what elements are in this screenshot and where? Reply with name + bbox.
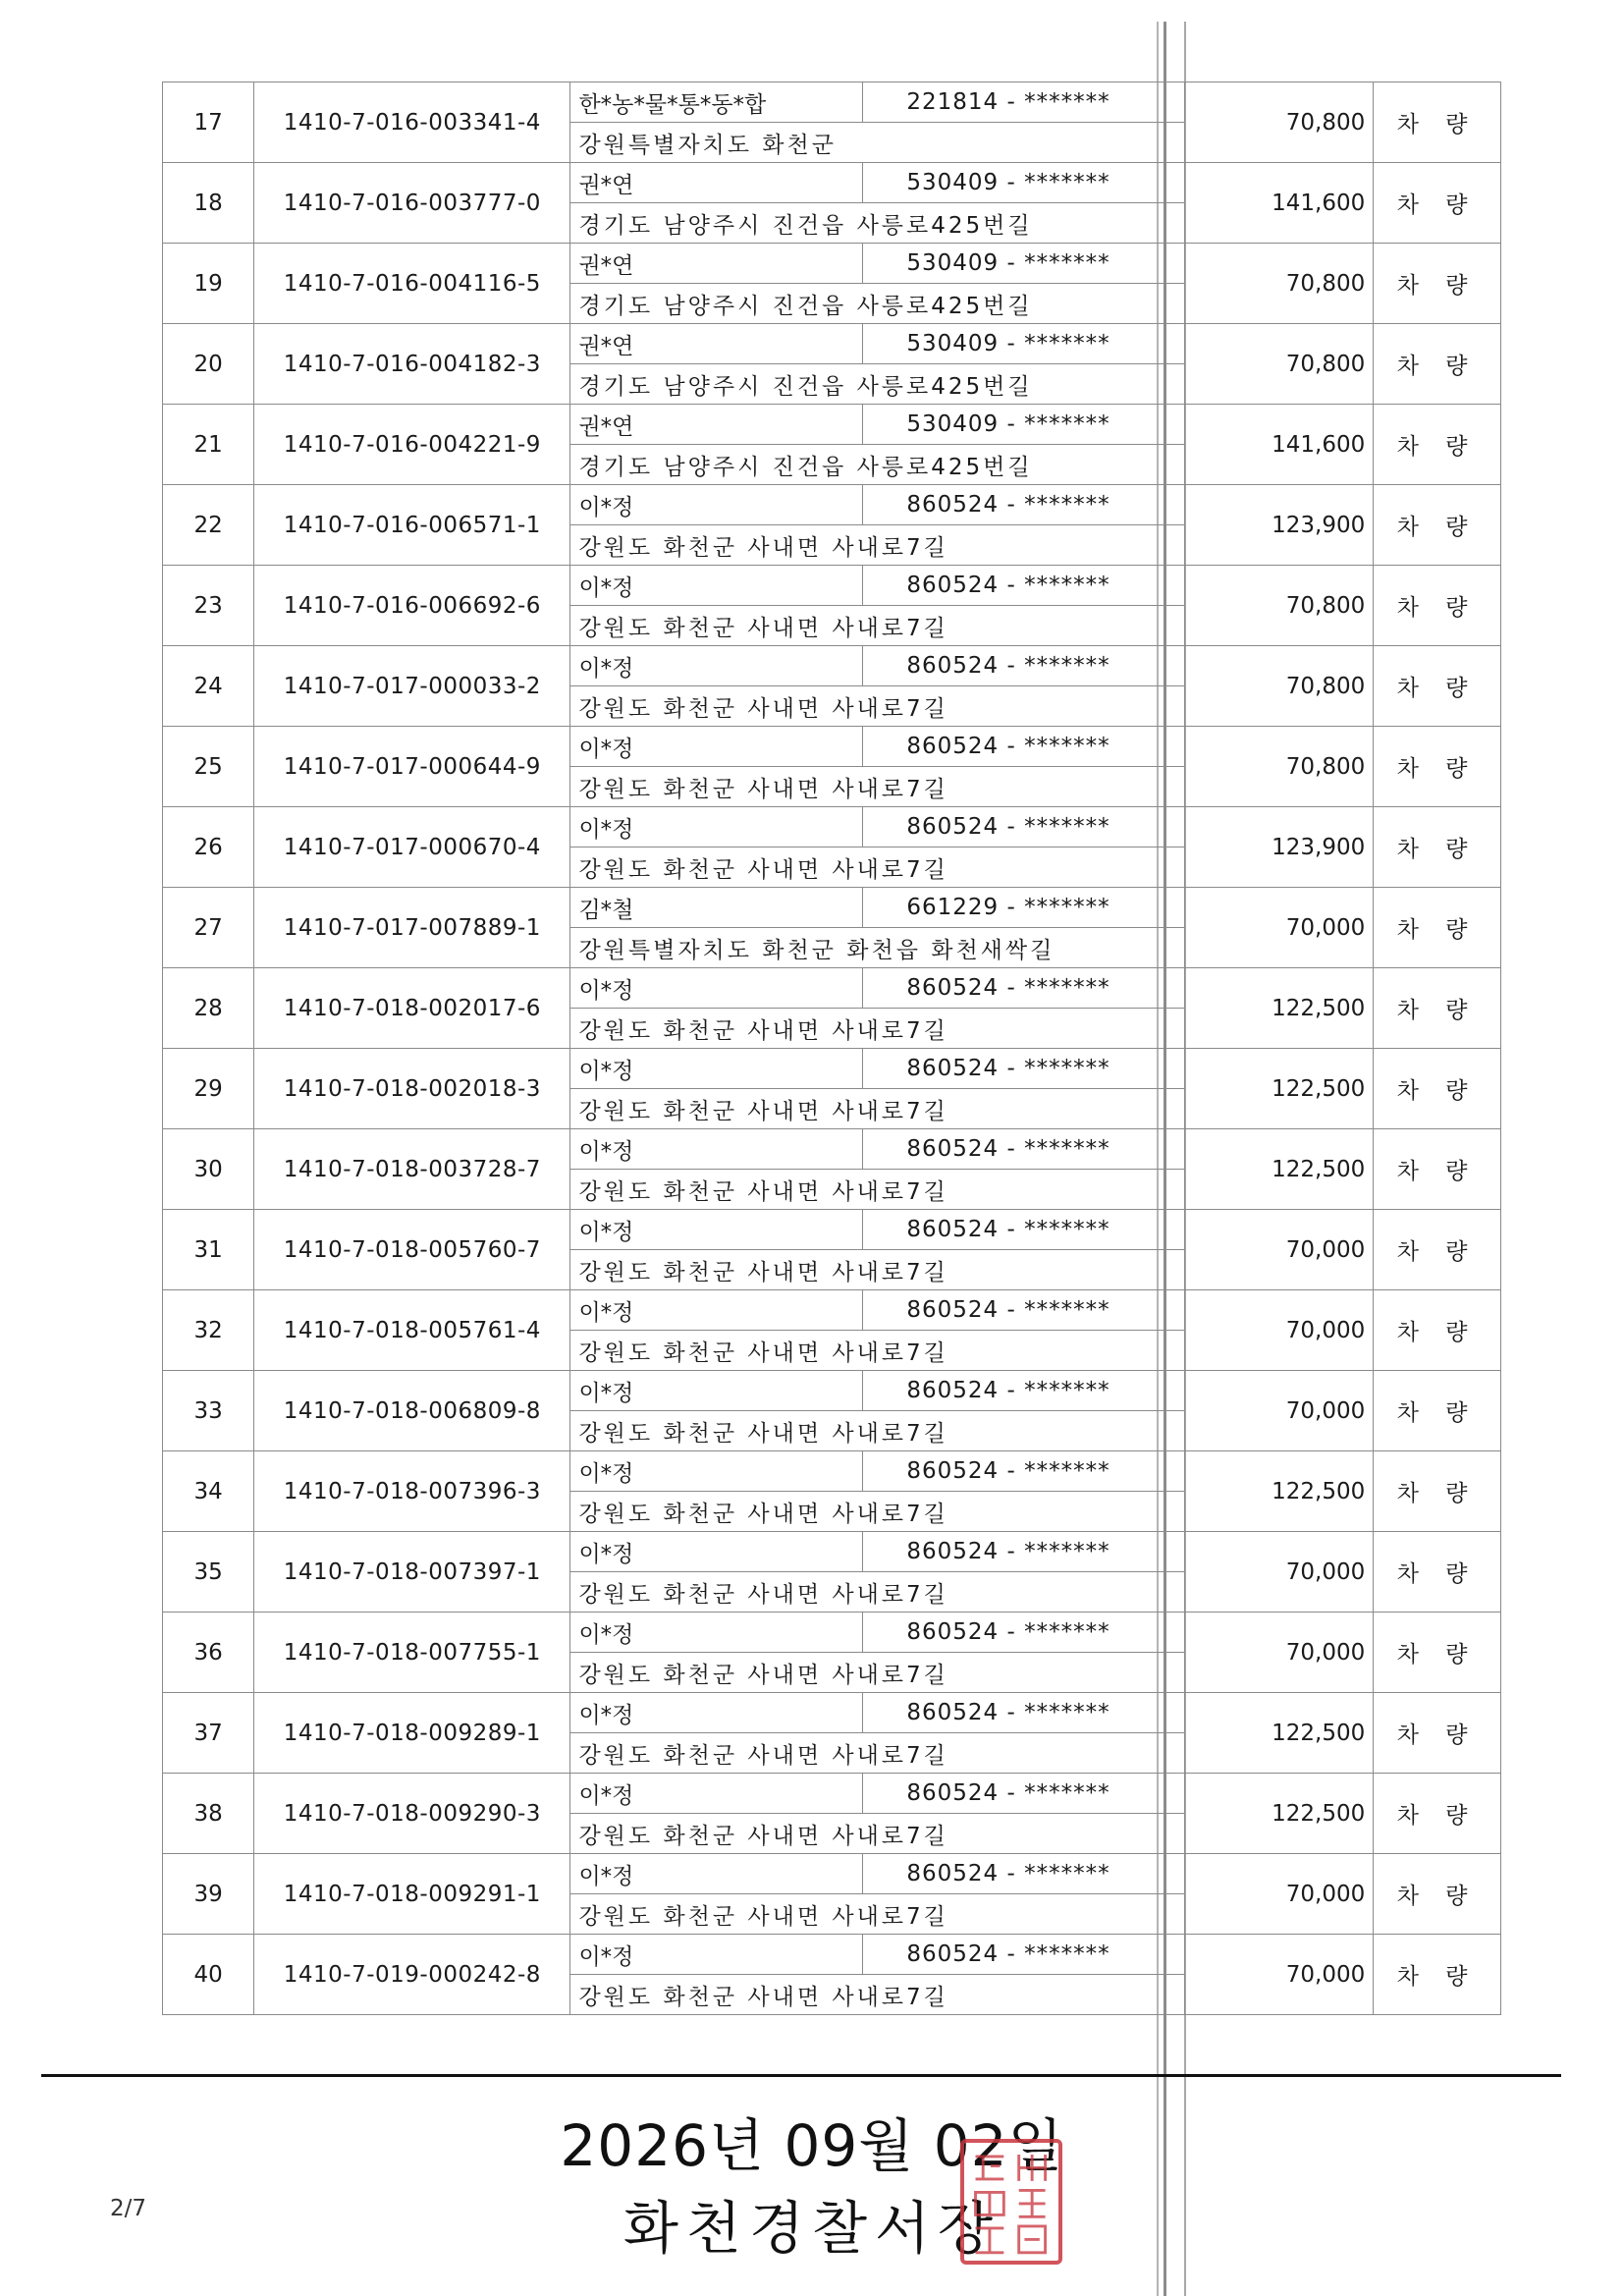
account-number: 1410-7-018-002017-6	[254, 968, 570, 1049]
holder-id: 860524 - *******	[863, 1049, 1184, 1089]
item-type: 차 량	[1374, 1290, 1501, 1371]
amount: 70,000	[1184, 1371, 1374, 1451]
account-number: 1410-7-018-007396-3	[254, 1451, 570, 1532]
holder-name: 이*정	[570, 1613, 863, 1653]
amount: 70,800	[1184, 82, 1374, 163]
holder-name: 이*정	[570, 1532, 863, 1572]
amount: 70,800	[1184, 727, 1374, 807]
row-number: 18	[163, 163, 254, 244]
holder-address: 강원도 화천군 사내면 사내로7길	[570, 1492, 1184, 1532]
row-number: 24	[163, 646, 254, 727]
item-type: 차 량	[1374, 1774, 1501, 1854]
account-number: 1410-7-018-009291-1	[254, 1854, 570, 1935]
holder-name: 이*정	[570, 1129, 863, 1170]
holder-address: 강원도 화천군 사내면 사내로7길	[570, 1653, 1184, 1693]
holder-id: 860524 - *******	[863, 1371, 1184, 1411]
amount: 70,000	[1184, 1613, 1374, 1693]
row-number: 21	[163, 405, 254, 485]
item-type: 차 량	[1374, 82, 1501, 163]
holder-name: 이*정	[570, 1290, 863, 1331]
holder-id: 860524 - *******	[863, 1290, 1184, 1331]
page-number: 2/7	[110, 2196, 147, 2221]
holder-address: 강원도 화천군 사내면 사내로7길	[570, 1009, 1184, 1049]
holder-name: 이*정	[570, 1854, 863, 1894]
holder-address: 경기도 남양주시 진건읍 사릉로425번길	[570, 445, 1184, 485]
item-type: 차 량	[1374, 646, 1501, 727]
records-table	[162, 82, 1501, 2015]
item-type: 차 량	[1374, 1532, 1501, 1613]
holder-id: 860524 - *******	[863, 1451, 1184, 1492]
amount: 123,900	[1184, 485, 1374, 566]
holder-name: 권*연	[570, 405, 863, 445]
table-row	[163, 566, 1501, 606]
row-number: 38	[163, 1774, 254, 1854]
row-number: 36	[163, 1613, 254, 1693]
holder-address: 강원도 화천군 사내면 사내로7길	[570, 1331, 1184, 1371]
holder-id: 860524 - *******	[863, 727, 1184, 767]
account-number: 1410-7-016-003341-4	[254, 82, 570, 163]
holder-name: 권*연	[570, 244, 863, 284]
account-number: 1410-7-018-005760-7	[254, 1210, 570, 1290]
amount: 70,800	[1184, 646, 1374, 727]
row-number: 33	[163, 1371, 254, 1451]
item-type: 차 량	[1374, 1693, 1501, 1774]
row-number: 26	[163, 807, 254, 888]
holder-address: 강원도 화천군 사내면 사내로7길	[570, 1089, 1184, 1129]
holder-address: 강원도 화천군 사내면 사내로7길	[570, 1250, 1184, 1290]
table-row	[163, 968, 1501, 1009]
table-row	[163, 646, 1501, 686]
holder-address: 강원도 화천군 사내면 사내로7길	[570, 1894, 1184, 1935]
holder-address: 강원도 화천군 사내면 사내로7길	[570, 767, 1184, 807]
amount: 70,000	[1184, 1290, 1374, 1371]
row-number: 37	[163, 1693, 254, 1774]
table-row	[163, 1290, 1501, 1331]
holder-name: 한*농*물*통*동*합	[570, 82, 863, 123]
table-row	[163, 244, 1501, 284]
table-row	[163, 888, 1501, 928]
holder-id: 860524 - *******	[863, 1854, 1184, 1894]
amount: 70,000	[1184, 888, 1374, 968]
holder-name: 이*정	[570, 1935, 863, 1975]
row-number: 25	[163, 727, 254, 807]
account-number: 1410-7-016-004116-5	[254, 244, 570, 324]
account-number: 1410-7-017-000670-4	[254, 807, 570, 888]
holder-id: 860524 - *******	[863, 566, 1184, 606]
holder-address: 강원특별자치도 화천군 화천읍 화천새싹길	[570, 928, 1184, 968]
holder-id: 860524 - *******	[863, 1129, 1184, 1170]
seal-icon	[964, 2143, 1058, 2261]
table-row	[163, 1854, 1501, 1894]
holder-name: 이*정	[570, 1371, 863, 1411]
table-row	[163, 163, 1501, 203]
holder-id: 860524 - *******	[863, 1774, 1184, 1814]
account-number: 1410-7-016-004182-3	[254, 324, 570, 405]
holder-address: 강원도 화천군 사내면 사내로7길	[570, 1572, 1184, 1613]
row-number: 39	[163, 1854, 254, 1935]
item-type: 차 량	[1374, 566, 1501, 646]
item-type: 차 량	[1374, 888, 1501, 968]
holder-id: 860524 - *******	[863, 646, 1184, 686]
item-type: 차 량	[1374, 1049, 1501, 1129]
amount: 70,000	[1184, 1532, 1374, 1613]
holder-id: 530409 - *******	[863, 163, 1184, 203]
row-number: 20	[163, 324, 254, 405]
row-number: 22	[163, 485, 254, 566]
holder-address: 강원도 화천군 사내면 사내로7길	[570, 606, 1184, 646]
account-number: 1410-7-016-006692-6	[254, 566, 570, 646]
item-type: 차 량	[1374, 968, 1501, 1049]
account-number: 1410-7-017-007889-1	[254, 888, 570, 968]
holder-name: 이*정	[570, 968, 863, 1009]
table-row	[163, 807, 1501, 847]
issue-date: 2026년 09월 02일	[560, 2112, 1064, 2179]
holder-address: 강원도 화천군 사내면 사내로7길	[570, 1411, 1184, 1451]
holder-id: 860524 - *******	[863, 1532, 1184, 1572]
holder-id: 860524 - *******	[863, 1210, 1184, 1250]
holder-name: 이*정	[570, 1693, 863, 1733]
table-row	[163, 82, 1501, 123]
amount: 123,900	[1184, 807, 1374, 888]
holder-address: 강원도 화천군 사내면 사내로7길	[570, 1733, 1184, 1774]
holder-address: 강원특별자치도 화천군	[570, 123, 1184, 163]
account-number: 1410-7-017-000033-2	[254, 646, 570, 727]
holder-id: 860524 - *******	[863, 1693, 1184, 1733]
table-row	[163, 1049, 1501, 1089]
holder-name: 이*정	[570, 807, 863, 847]
table-row	[163, 1129, 1501, 1170]
amount: 70,800	[1184, 244, 1374, 324]
table-row	[163, 1693, 1501, 1733]
official-seal-stamp	[960, 2139, 1062, 2265]
holder-name: 이*정	[570, 646, 863, 686]
table-row	[163, 1774, 1501, 1814]
row-number: 30	[163, 1129, 254, 1210]
holder-name: 이*정	[570, 566, 863, 606]
holder-name: 이*정	[570, 1451, 863, 1492]
holder-address: 강원도 화천군 사내면 사내로7길	[570, 1975, 1184, 2015]
account-number: 1410-7-018-007755-1	[254, 1613, 570, 1693]
amount: 70,000	[1184, 1854, 1374, 1935]
holder-id: 661229 - *******	[863, 888, 1184, 928]
item-type: 차 량	[1374, 244, 1501, 324]
holder-id: 860524 - *******	[863, 1935, 1184, 1975]
account-number: 1410-7-018-002018-3	[254, 1049, 570, 1129]
row-number: 27	[163, 888, 254, 968]
holder-address: 경기도 남양주시 진건읍 사릉로425번길	[570, 284, 1184, 324]
holder-address: 강원도 화천군 사내면 사내로7길	[570, 1814, 1184, 1854]
account-number: 1410-7-018-009290-3	[254, 1774, 570, 1854]
holder-id: 530409 - *******	[863, 244, 1184, 284]
holder-id: 860524 - *******	[863, 1613, 1184, 1653]
item-type: 차 량	[1374, 807, 1501, 888]
row-number: 19	[163, 244, 254, 324]
item-type: 차 량	[1374, 405, 1501, 485]
table-row	[163, 1613, 1501, 1653]
item-type: 차 량	[1374, 1371, 1501, 1451]
row-number: 31	[163, 1210, 254, 1290]
holder-name: 이*정	[570, 1210, 863, 1250]
row-number: 34	[163, 1451, 254, 1532]
table-row	[163, 1210, 1501, 1250]
item-type: 차 량	[1374, 1935, 1501, 2015]
account-number: 1410-7-018-009289-1	[254, 1693, 570, 1774]
account-number: 1410-7-017-000644-9	[254, 727, 570, 807]
account-number: 1410-7-018-003728-7	[254, 1129, 570, 1210]
row-number: 40	[163, 1935, 254, 2015]
table-row	[163, 1532, 1501, 1572]
footer-rule	[41, 2074, 1561, 2077]
issuing-office: 화천경찰서장	[623, 2195, 1001, 2262]
account-number: 1410-7-016-006571-1	[254, 485, 570, 566]
amount: 141,600	[1184, 405, 1374, 485]
holder-address: 강원도 화천군 사내면 사내로7길	[570, 525, 1184, 566]
amount: 122,500	[1184, 1129, 1374, 1210]
table-row	[163, 727, 1501, 767]
item-type: 차 량	[1374, 1451, 1501, 1532]
holder-address: 경기도 남양주시 진건읍 사릉로425번길	[570, 203, 1184, 244]
account-number: 1410-7-018-006809-8	[254, 1371, 570, 1451]
amount: 70,800	[1184, 566, 1374, 646]
holder-id: 860524 - *******	[863, 807, 1184, 847]
amount: 141,600	[1184, 163, 1374, 244]
table-row	[163, 405, 1501, 445]
holder-address: 강원도 화천군 사내면 사내로7길	[570, 1170, 1184, 1210]
account-number: 1410-7-019-000242-8	[254, 1935, 570, 2015]
row-number: 28	[163, 968, 254, 1049]
holder-id: 530409 - *******	[863, 405, 1184, 445]
row-number: 17	[163, 82, 254, 163]
amount: 70,800	[1184, 324, 1374, 405]
item-type: 차 량	[1374, 1854, 1501, 1935]
item-type: 차 량	[1374, 727, 1501, 807]
table-row	[163, 324, 1501, 364]
holder-address: 경기도 남양주시 진건읍 사릉로425번길	[570, 364, 1184, 405]
amount: 122,500	[1184, 968, 1374, 1049]
table-row	[163, 485, 1501, 525]
item-type: 차 량	[1374, 485, 1501, 566]
holder-id: 860524 - *******	[863, 968, 1184, 1009]
item-type: 차 량	[1374, 1129, 1501, 1210]
amount: 122,500	[1184, 1693, 1374, 1774]
item-type: 차 량	[1374, 1613, 1501, 1693]
amount: 70,000	[1184, 1935, 1374, 2015]
amount: 70,000	[1184, 1210, 1374, 1290]
row-number: 29	[163, 1049, 254, 1129]
holder-id: 221814 - *******	[863, 82, 1184, 123]
account-number: 1410-7-016-003777-0	[254, 163, 570, 244]
item-type: 차 량	[1374, 324, 1501, 405]
row-number: 23	[163, 566, 254, 646]
table-row	[163, 1451, 1501, 1492]
holder-name: 이*정	[570, 485, 863, 525]
amount: 122,500	[1184, 1451, 1374, 1532]
holder-address: 강원도 화천군 사내면 사내로7길	[570, 686, 1184, 727]
holder-id: 530409 - *******	[863, 324, 1184, 364]
account-number: 1410-7-018-005761-4	[254, 1290, 570, 1371]
holder-name: 이*정	[570, 1049, 863, 1089]
holder-address: 강원도 화천군 사내면 사내로7길	[570, 847, 1184, 888]
account-number: 1410-7-016-004221-9	[254, 405, 570, 485]
table-row	[163, 1935, 1501, 1975]
item-type: 차 량	[1374, 163, 1501, 244]
holder-name: 김*철	[570, 888, 863, 928]
row-number: 35	[163, 1532, 254, 1613]
amount: 122,500	[1184, 1774, 1374, 1854]
holder-name: 이*정	[570, 727, 863, 767]
item-type: 차 량	[1374, 1210, 1501, 1290]
table-row	[163, 1371, 1501, 1411]
row-number: 32	[163, 1290, 254, 1371]
holder-name: 이*정	[570, 1774, 863, 1814]
holder-id: 860524 - *******	[863, 485, 1184, 525]
account-number: 1410-7-018-007397-1	[254, 1532, 570, 1613]
records-table-body	[163, 82, 1501, 2015]
holder-name: 권*연	[570, 163, 863, 203]
holder-name: 권*연	[570, 324, 863, 364]
amount: 122,500	[1184, 1049, 1374, 1129]
